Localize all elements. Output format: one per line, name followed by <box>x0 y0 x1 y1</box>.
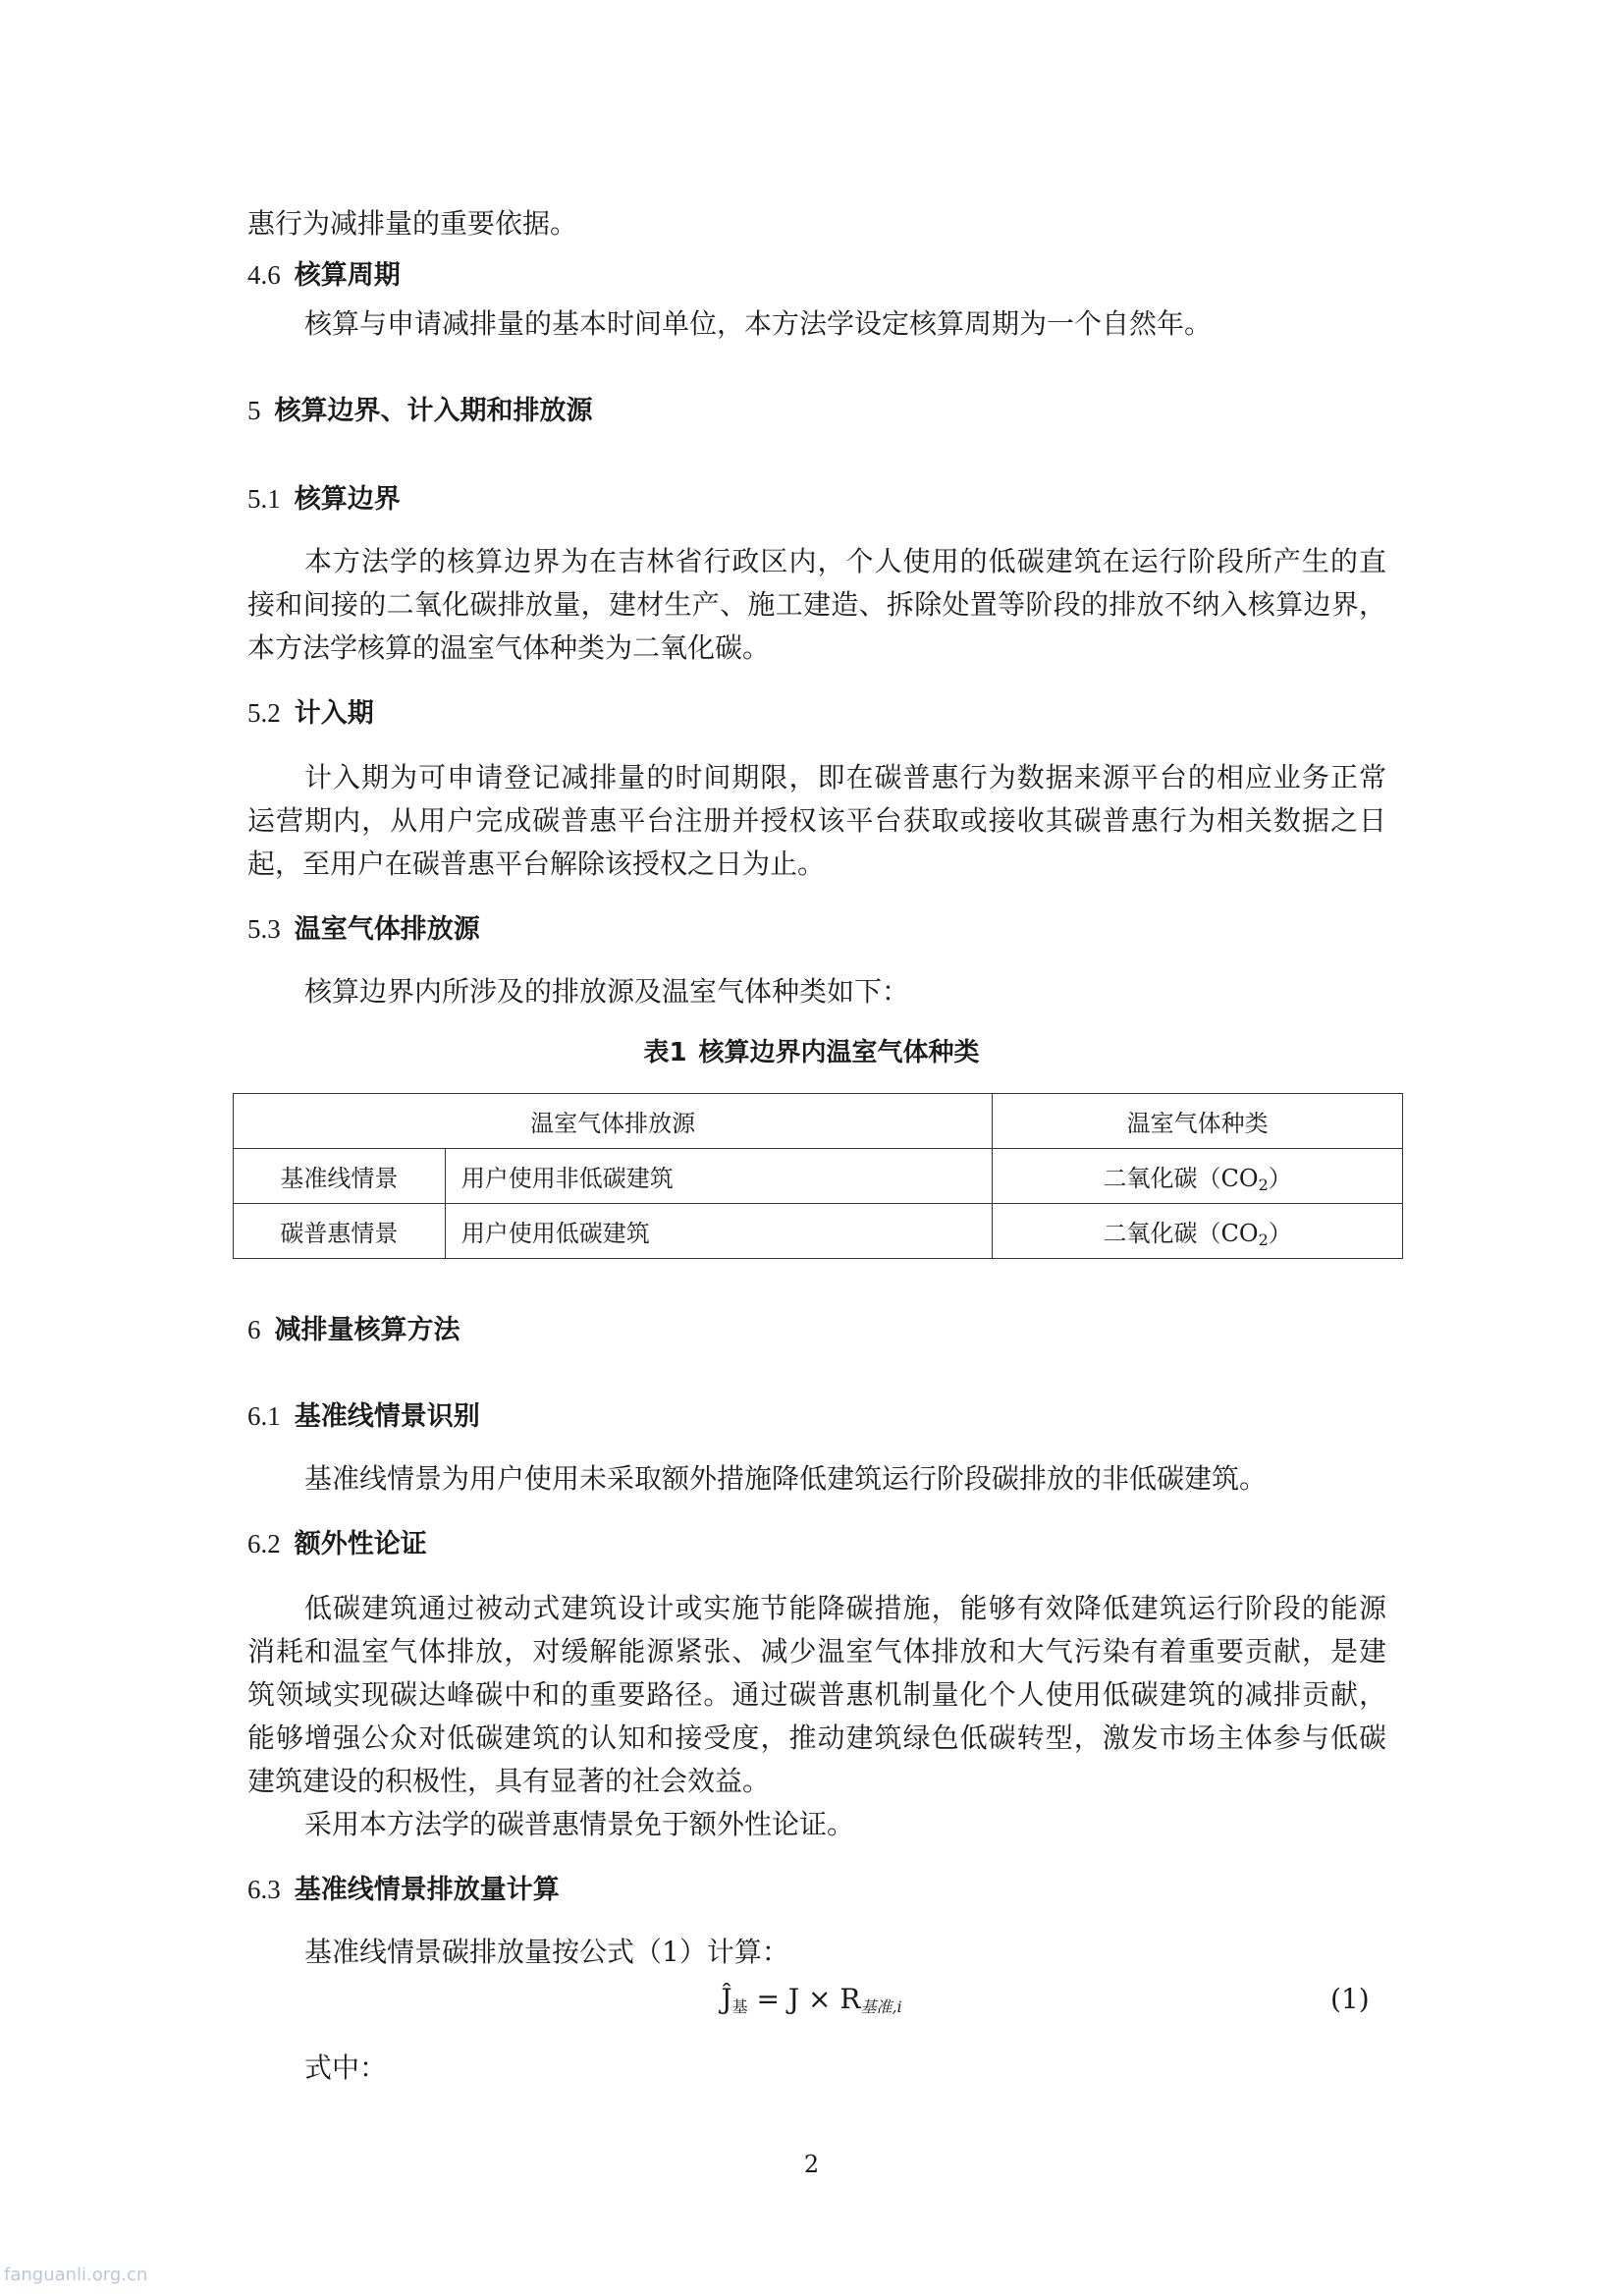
section-title: 核算边界、计入期和排放源 <box>274 396 593 426</box>
formula-lhs-subscript: 基 <box>731 1997 748 2016</box>
paragraph-6-1: 基准线情景为用户使用未采取额外措施降低建筑运行阶段碳排放的非低碳建筑。 <box>304 1462 1268 1495</box>
paragraph-4-6: 核算与申请减排量的基本时间单位，本方法学设定核算周期为一个自然年。 <box>304 307 1213 340</box>
table-caption <box>0 1033 1623 1072</box>
paragraph-6-3: 基准线情景碳排放量按公式（1）计算： <box>304 1936 789 1968</box>
paragraph-6-2-b: 采用本方法学的碳普惠情景免于额外性论证。 <box>304 1808 855 1840</box>
table-cell-scenario: 基准线情景 <box>234 1149 446 1204</box>
section-number: 5 <box>247 396 261 425</box>
paragraph-continuation: 惠行为减排量的重要依据。 <box>247 207 578 240</box>
section-heading-5-1 <box>247 479 401 519</box>
section-heading-5 <box>247 391 593 431</box>
formula-lhs: Ĵ <box>721 1983 732 2015</box>
paragraph-6-2-line-5: 建筑建设的积极性，具有显著的社会效益。 <box>247 1765 771 1797</box>
section-heading-6-2 <box>247 1524 427 1564</box>
section-title: 基准线情景排放量计算 <box>294 1875 560 1905</box>
table-cell-gas <box>993 1149 1403 1204</box>
section-number: 6.3 <box>247 1875 281 1904</box>
paragraph-5-3: 核算边界内所涉及的排放源及温室气体种类如下： <box>304 975 910 1008</box>
paragraph-5-2-line-2: 运营期内，从用户完成碳普惠平台注册并授权该平台获取或接收其碳普惠行为相关数据之日 <box>247 804 1386 837</box>
section-number: 5.1 <box>247 484 281 514</box>
section-title: 基准线情景识别 <box>294 1401 480 1432</box>
section-title: 减排量核算方法 <box>274 1315 460 1345</box>
formula-body: = J × R <box>747 1983 861 2015</box>
table-header-cell: 温室气体排放源 <box>234 1094 993 1149</box>
formula-number: (1) <box>1330 1983 1370 2015</box>
table-header-cell: 温室气体种类 <box>993 1094 1403 1149</box>
paragraph-5-2-line-1: 计入期为可申请登记减排量的时间期限，即在碳普惠行为数据来源平台的相应业务正常 <box>304 761 1386 793</box>
paragraph-6-2-line-1: 低碳建筑通过被动式建筑设计或实施节能降碳措施，能够有效降低建筑运行阶段的能源 <box>304 1592 1386 1624</box>
section-title: 核算周期 <box>294 260 401 291</box>
table-cell-gas <box>993 1204 1403 1259</box>
gas-name: 二氧化碳（CO <box>1103 1165 1259 1192</box>
section-heading-6-3 <box>247 1870 560 1910</box>
section-number: 6 <box>247 1315 261 1344</box>
formula-1 <box>0 1980 1623 2019</box>
gas-name-end: ） <box>1268 1220 1292 1247</box>
section-number: 5.2 <box>247 698 281 728</box>
page-number: 2 <box>803 2151 820 2178</box>
table-caption-title: 核算边界内温室气体种类 <box>698 1038 980 1067</box>
where-label: 式中： <box>304 2051 388 2084</box>
table-caption-number: 表1 <box>643 1038 687 1067</box>
section-number: 4.6 <box>247 260 281 290</box>
section-title: 核算边界 <box>294 484 401 515</box>
watermark: fanguanli.org.cn <box>4 2265 148 2285</box>
paragraph-5-2-line-3: 起，至用户在碳普惠平台解除该授权之日为止。 <box>247 847 826 880</box>
section-heading-4-6 <box>247 255 401 296</box>
gas-subscript: 2 <box>1258 1175 1269 1194</box>
paragraph-5-1-line-1: 本方法学的核算边界为在吉林省行政区内，个人使用的低碳建筑在运行阶段所产生的直 <box>304 545 1386 577</box>
section-number: 5.3 <box>247 914 281 944</box>
section-heading-6 <box>247 1310 460 1350</box>
table-cell-scenario: 碳普惠情景 <box>234 1204 446 1259</box>
gas-name: 二氧化碳（CO <box>1103 1220 1259 1247</box>
section-number: 6.1 <box>247 1401 281 1431</box>
section-title: 额外性论证 <box>294 1529 427 1559</box>
paragraph-5-1-line-3: 本方法学核算的温室气体种类为二氧化碳。 <box>247 631 771 664</box>
table-header-row <box>234 1094 1403 1149</box>
section-number: 6.2 <box>247 1529 281 1558</box>
paragraph-5-1-line-2: 接和间接的二氧化碳排放量，建材生产、施工建造、拆除处置等阶段的排放不纳入核算边界， <box>247 588 1386 621</box>
table-cell-source: 用户使用非低碳建筑 <box>445 1149 992 1204</box>
section-heading-5-3 <box>247 909 480 950</box>
table-row <box>234 1149 1403 1204</box>
paragraph-6-2-line-4: 能够增强公众对低碳建筑的认知和接受度，推动建筑绿色低碳转型，激发市场主体参与低碳 <box>247 1722 1386 1754</box>
section-title: 温室气体排放源 <box>294 914 480 945</box>
paragraph-6-2-line-3: 筑领域实现碳达峰碳中和的重要路径。通过碳普惠机制量化个人使用低碳建筑的减排贡献， <box>247 1678 1386 1711</box>
paragraph-6-2-line-2: 消耗和温室气体排放，对缓解能源紧张、减少温室气体排放和大气污染有着重要贡献，是建 <box>247 1635 1386 1667</box>
table-row <box>234 1204 1403 1259</box>
gas-name-end: ） <box>1268 1165 1292 1192</box>
section-heading-5-2 <box>247 693 374 734</box>
formula-rhs-subscript: 基准,i <box>860 1997 902 2016</box>
ghg-table <box>233 1093 1403 1259</box>
section-heading-6-1 <box>247 1396 480 1437</box>
section-title: 计入期 <box>294 698 374 729</box>
gas-subscript: 2 <box>1258 1230 1269 1249</box>
table-cell-source: 用户使用低碳建筑 <box>445 1204 992 1259</box>
